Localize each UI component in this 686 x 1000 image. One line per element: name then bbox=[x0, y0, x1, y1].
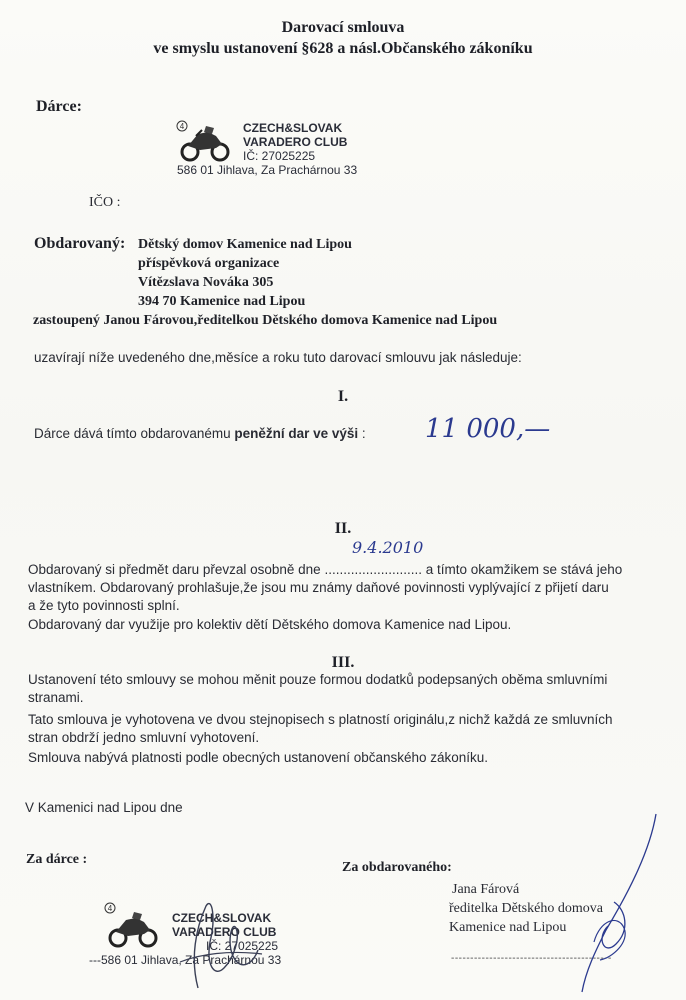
club-name-2: VARADERO CLUB bbox=[243, 135, 348, 149]
motorcycle-icon bbox=[176, 120, 236, 164]
recipient-role: ředitelka Dětského domova bbox=[449, 901, 603, 916]
recipient-signature-line: ------------------------------------------ bbox=[451, 953, 612, 964]
recipient-signature-scribble bbox=[560, 810, 670, 1000]
donor-label: Dárce: bbox=[36, 98, 82, 115]
document-title: Darovací smlouva bbox=[281, 19, 405, 36]
recipient-line-4: 394 70 Kamenice nad Lipou bbox=[138, 294, 306, 309]
donor-stamp bbox=[176, 120, 236, 169]
club-name-1: CZECH&SLOVAK bbox=[243, 121, 343, 135]
section-1-heading: I. bbox=[337, 388, 349, 405]
section-2-line-3: a že tyto povinnosti splní. bbox=[28, 598, 180, 613]
recipient-label: Obdarovaný: bbox=[34, 235, 126, 252]
donor-signature-scribble bbox=[150, 888, 280, 998]
place-and-date: V Kamenici nad Lipou dne bbox=[25, 800, 183, 815]
donor-stamp-text bbox=[243, 121, 347, 163]
section-1-text: Dárce dává tímto obdarovanému peněžní dar ve výši : bbox=[34, 426, 366, 441]
recipient-represented: zastoupený Janou Fárovou,ředitelkou Dětského domova Kamenice nad Lipou bbox=[33, 313, 498, 328]
ico-label: IČO : bbox=[89, 195, 121, 210]
recipient-line-2: příspěvková organizace bbox=[138, 256, 280, 271]
date-handwritten: 9.4.2010 bbox=[352, 538, 424, 557]
club-address: 586 01 Jihlava, Za Prachárnou 33 bbox=[177, 163, 358, 177]
recipient-line-3: Vítězslava Nováka 305 bbox=[138, 275, 274, 290]
stamp-number: 4 bbox=[179, 122, 185, 131]
section-2-line-2: vlastníkem. Obdarovaný prohlašuje,že jsou mu známy daňové povinnosti vyplývající z přijetí daru bbox=[28, 580, 609, 595]
intro-text: uzavírají níže uvedeného dne,měsíce a roku tuto darovací smlouvu jak následuje: bbox=[34, 350, 522, 365]
bottom-stamp-address: ---586 01 Jihlava, Za Prachárnou 33 bbox=[89, 953, 282, 967]
section-2-line-4: Obdarovaný dar využije pro kolektiv dětí Dětského domova Kamenice nad Lipou. bbox=[28, 617, 512, 632]
section-3-line-2: stranami. bbox=[28, 690, 84, 705]
recipient-signature-label: Za obdarovaného: bbox=[342, 860, 452, 875]
section-2-heading: II. bbox=[334, 520, 352, 537]
section-3-line-1: Ustanovení této smlouvy se mohou měnit pouze formou dodatků podepsaných oběma smluvními bbox=[28, 672, 608, 687]
section-3-line-3: Tato smlouva je vyhotovena ve dvou stejnopisech s platností originálu,z nichž každá ze smluvních bbox=[28, 712, 613, 727]
donor-signature-label: Za dárce : bbox=[26, 852, 88, 867]
amount-handwritten: 11 000,— bbox=[425, 414, 551, 444]
club-ic: IČ: 27025225 bbox=[243, 149, 316, 163]
bottom-stamp-text: CZECH&SLOVAK VARADERO CLUB IČ: 27025225 bbox=[172, 911, 279, 953]
document-subtitle: ve smyslu ustanovení §628 a násl.Občanského zákoníku bbox=[153, 40, 533, 57]
section-3-heading: III. bbox=[331, 654, 355, 671]
recipient-line-1: Dětský domov Kamenice nad Lipou bbox=[138, 237, 352, 252]
stamp-number: 4 bbox=[107, 904, 113, 913]
section-3-line-4: stran obdrží jedno smluvní vyhotovení. bbox=[28, 730, 260, 745]
section-2-line-1: Obdarovaný si předmět daru převzal osobně dne .......................... a tímto okamžikem se stává jeho bbox=[28, 562, 623, 577]
section-3-line-5: Smlouva nabývá platnosti podle obecných ustanovení občanského zákoníku. bbox=[28, 750, 489, 765]
recipient-place: Kamenice nad Lipou bbox=[449, 920, 567, 935]
recipient-name: Jana Fárová bbox=[452, 882, 520, 897]
